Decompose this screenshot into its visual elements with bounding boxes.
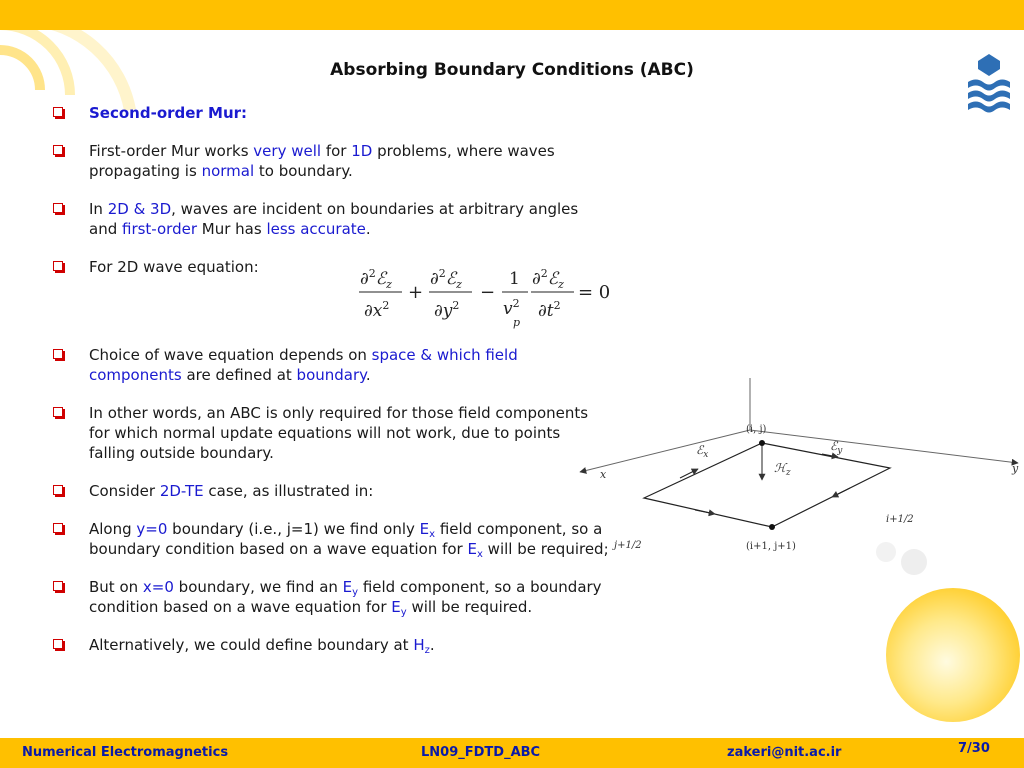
field-letter: E	[342, 578, 353, 596]
footer-course: Numerical Electromagnetics	[22, 745, 229, 760]
text-run: First-order Mur works	[89, 142, 254, 160]
highlight-text: 2D & 3D	[107, 200, 172, 218]
text-run: .	[429, 636, 435, 654]
text-run: problems, where waves propagating is	[89, 142, 555, 180]
svg-text:∂2ℰz: ∂$^2$ℰ$_z$	[360, 267, 392, 291]
text-run: for	[321, 142, 352, 160]
term-inverse-vp2	[502, 269, 528, 329]
y-axis-label: y	[1012, 462, 1019, 475]
highlight-text: first-order	[122, 220, 197, 238]
bullet-marker-icon	[53, 261, 63, 271]
svg-text:1: 1	[509, 269, 520, 289]
field-subscript: x	[476, 549, 483, 560]
bullet-marker-icon	[53, 349, 63, 359]
highlight-text: 1D	[351, 142, 373, 160]
footer-lecture: LN09_FDTD_ABC	[421, 745, 541, 760]
field-subscript: y	[400, 607, 407, 618]
text-run: will be required;	[482, 540, 609, 558]
text-run: will be required.	[406, 598, 533, 616]
bullet-in-other-words	[50, 403, 610, 463]
bullet-marker-icon	[53, 203, 63, 213]
text-run: Along	[89, 520, 137, 538]
j-half-label: j+1/2	[614, 540, 642, 551]
highlight-text: 2D-TE	[159, 482, 204, 500]
text-run: are defined at	[181, 366, 297, 384]
decorative-bubbles	[870, 540, 930, 580]
bullet-marker-icon	[53, 523, 63, 533]
i-half-label: i+1/2	[886, 514, 914, 525]
bullet-consider-2d-te	[50, 481, 610, 501]
bullet-marker-icon	[53, 581, 63, 591]
text-run: Mur has	[197, 220, 267, 238]
node-i1-j1-label: (i+1, j+1)	[746, 541, 796, 552]
ey-label: ℰ$_y$	[830, 439, 843, 456]
x-axis	[580, 430, 750, 472]
highlight-text: normal	[201, 162, 255, 180]
svg-text:∂x2: $\partial x^2$	[364, 299, 390, 321]
text-run: Alternatively, we could define boundary at	[89, 636, 414, 654]
bullet-second-order-mur	[50, 103, 610, 123]
text-run: .	[365, 220, 371, 238]
svg-text:v2: $v^2$	[503, 297, 520, 319]
bullet-marker-icon	[53, 145, 63, 155]
text-run: case, as illustrated in:	[203, 482, 374, 500]
bullet-first-order-mur	[50, 141, 610, 181]
decorative-sun	[886, 588, 1020, 722]
field-symbol	[413, 636, 430, 654]
yee-grid-figure	[570, 370, 1024, 590]
svg-text:∂2ℰz: ∂$^2$ℰ$_z$	[430, 267, 462, 291]
page-number: 7/30	[958, 741, 990, 756]
bullet-list	[50, 103, 610, 655]
y-axis	[750, 430, 1018, 463]
term-d2ez-dy2	[429, 267, 472, 321]
term-d2ez-dt2	[531, 267, 574, 321]
grid-cell	[644, 443, 890, 527]
ex-label: ℰ$_x$	[696, 443, 709, 460]
text-run: Choice of wave equation depends on	[89, 346, 372, 364]
bullet-text: For 2D wave equation:	[89, 258, 259, 276]
bullet-marker-icon	[53, 485, 63, 495]
minus-sign: −	[480, 282, 496, 303]
text-run: Consider	[89, 482, 160, 500]
node-i1-j1	[769, 524, 775, 530]
field-subscript: z	[424, 645, 430, 656]
field-subscript: x	[429, 529, 436, 540]
bullet-on-x0	[50, 577, 610, 617]
bullet-marker-icon	[53, 407, 63, 417]
highlight-text: very well	[253, 142, 322, 160]
svg-text:∂2ℰz: ∂$^2$ℰ$_z$	[532, 267, 564, 291]
text-run: But on	[89, 578, 143, 596]
text-run: boundary (i.e., j=1) we find only	[167, 520, 420, 538]
highlight-text: space & which field components	[89, 346, 518, 384]
text-run: field component, so a boundary condition based on a wave equation for	[89, 578, 602, 616]
text-run: , waves are incident on boundaries at arbitrary angles and	[89, 200, 579, 238]
bullet-marker-icon	[53, 107, 63, 117]
hz-label: ℋ$_z$	[774, 461, 791, 478]
text-run: boundary, we find an	[173, 578, 343, 596]
svg-text:p: p	[513, 316, 521, 329]
bullet-choice-of-wave-equation	[50, 345, 610, 385]
field-letter: E	[391, 598, 401, 616]
term-d2ez-dx2	[359, 267, 402, 321]
equals-zero: = 0	[578, 282, 611, 303]
x-axis-label: x	[600, 468, 607, 481]
highlight-text: less accurate	[266, 220, 366, 238]
svg-text:∂y2: $\partial y^2$	[434, 299, 460, 321]
node-i-j-label: (i, j)	[746, 424, 767, 435]
bullet-text: Second-order Mur:	[89, 104, 248, 122]
text-run: In	[89, 200, 108, 218]
highlight-text: boundary	[296, 366, 366, 384]
bullet-alternatively	[50, 635, 610, 655]
field-symbol	[420, 520, 435, 538]
field-symbol	[468, 540, 483, 558]
footer-bar	[0, 738, 1024, 768]
footer-email: zakeri@nit.ac.ir	[727, 745, 842, 760]
bullet-text: In other words, an ABC is only required for those field components for which normal update equations will not work, due to points falling outside boundary.	[89, 404, 589, 462]
field-letter: E	[419, 520, 430, 538]
highlight-text: y=0	[136, 520, 168, 538]
bullet-along-y0	[50, 519, 610, 559]
node-i-j	[759, 440, 765, 446]
wave-equation	[356, 262, 618, 330]
field-letter: H	[413, 636, 425, 654]
field-subscript: y	[352, 587, 359, 598]
text-run: .	[365, 366, 371, 384]
text-run: field component, so a boundary condition based on a wave equation for	[89, 520, 603, 558]
field-symbol	[343, 578, 358, 596]
slide-title: Absorbing Boundary Conditions (ABC)	[330, 60, 694, 80]
field-letter: E	[467, 540, 477, 558]
top-accent-bar	[0, 0, 1024, 30]
svg-text:∂t2: $\partial t^2$	[538, 299, 561, 321]
plus-sign: +	[408, 282, 424, 303]
bullet-marker-icon	[53, 639, 63, 649]
highlight-text: x=0	[142, 578, 174, 596]
field-symbol	[391, 598, 406, 616]
text-run: to boundary.	[254, 162, 353, 180]
bullet-2d-3d	[50, 199, 610, 239]
